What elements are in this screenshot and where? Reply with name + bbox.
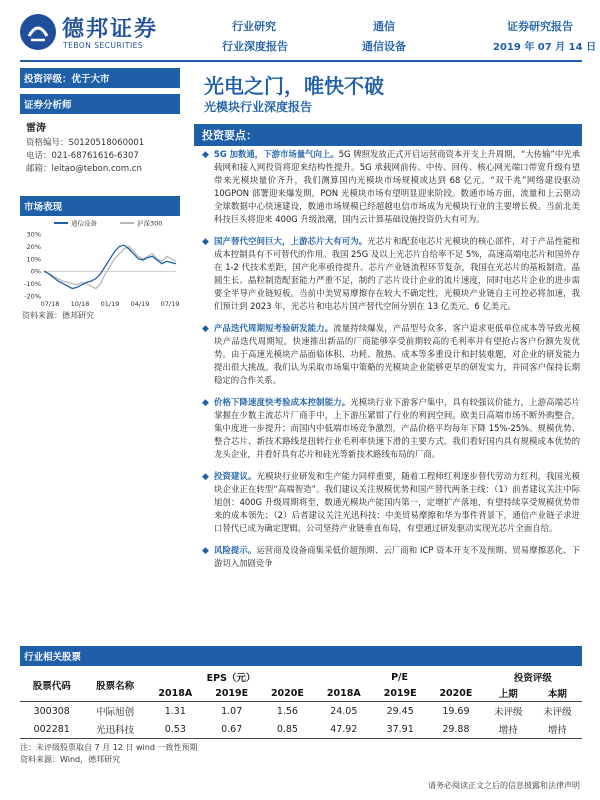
stock-name: 中际旭创 [96,707,135,718]
key-point-lead: 5G 加数通，下游市场量气向上。 [214,149,339,159]
key-points-heading: 投资要点： [194,124,582,146]
key-point [202,470,580,535]
report-type: 行业深度报告 [222,40,288,53]
eps-value: 0.53 [147,720,204,739]
y-tick-label: 20% [26,242,41,251]
key-point [202,148,580,226]
table-notes [20,742,582,766]
market-performance-heading: 市场表现 [20,196,180,216]
key-point-lead: 产品迭代周期短考验研发能力。 [214,323,334,333]
y-tick-label: -20% [24,292,41,301]
x-tick-label: 10/18 [70,300,90,308]
key-point-body: 运营商及设备商集采低价超预期、云厂商和 ICP 资本开支不及预期、贸易摩擦恶化、下游切入加剧竞争 [214,545,580,568]
footer-disclaimer: 请务必阅读正文之后的信息披露和法律声明 [428,781,580,790]
col-header-year: 2018A [315,685,372,702]
stock-name: 光迅科技 [83,720,146,739]
key-point-body: 5G 牌照发放正式开启运营商资本开支上升周期，“大传输”中光承载网和接入网投资将迎来结构性提升。5G 承载网前传、中传、回传、核心网光端口带宽升级有望带来光模块量价齐升，我们测算国内光模块市场规模或达到 68 亿元。“双千兆”网络建设驱动 10GPON 部署迎来爆发期，PON 光模块市场有望明显迎来阶段。数通市场方面，流量和上云驱动全球数据中心快速建设，数通市场规模已经超越电信市场成为光模块行业的主要增长极。当前北美科技巨头将迎来 400G 升级浪潮，国内云计算基础设施投资仍大有可为。 [214,149,581,224]
analyst-heading: 证券分析师 [20,94,180,114]
col-header-eps: EPS（元） [206,673,256,684]
key-point-lead: 投资建议。 [214,471,257,481]
col-header-code: 股票代码 [20,669,83,702]
x-tick-label: 07/19 [160,300,180,308]
curr-rating: 增持 [533,720,582,739]
y-tick-label: 30% [26,230,41,239]
table-row [20,720,582,739]
prev-rating: 未评级 [494,707,523,718]
analyst-info [26,122,144,176]
report-header [0,0,600,62]
col-header-prev-rating: 上期 [484,685,533,702]
report-kind: 证券研究报告 [507,20,573,33]
key-point [202,396,580,461]
y-tick-label: 10% [26,255,41,264]
stock-code: 300308 [33,705,70,717]
report-category: 行业研究 [232,20,276,33]
analyst-cert: 资格编号：S0120518060001 [26,138,145,148]
prev-rating: 增持 [484,720,533,739]
key-point [202,544,580,570]
col-header-year: 2019E [204,685,260,702]
related-stocks-table [20,669,582,739]
key-point-body: 流量持续爆发，产品型号众多，客户追求更低单位成本等导致光模块产品迭代周期短。快速推出新品的厂商能够享受前期较高的毛利率并有望抢占客户份额先发优势。由于高速光模块产品面临体积、功耗、散热、成本等多重设计和封装难题，对企业的研发能力提出很大挑战。我们认为采取市场集中策略的光模块企业能够更早的研发实力，并同客户保持长期稳定的合作关系。 [214,323,581,385]
analyst-email[interactable]: 邮箱：leitao@tebon.com.cn [26,164,142,174]
sub-industry-label: 通信设备 [362,40,406,53]
key-point-lead: 价格下降速度快考验成本控制能力。 [214,397,351,407]
col-header-year: 2019E [372,685,428,702]
report-subtitle: 光模块行业深度报告 [204,100,313,114]
pe-value: 47.92 [315,720,372,739]
logo-text: 德邦证券 [62,16,159,42]
y-tick-label: -10% [24,280,41,289]
x-tick-label: 07/18 [40,300,60,308]
key-point-body: 光模块行业研发和生产能力同样重要，随着工程师红利逐步替代劳动力红利，我国光模块企业正在转型“高端智造”。我们建议关注规模优势和国产替代两条主线：（1）前者建议关注中际旭创：400G 升级周期将至，数通光模块产能国内第一，定增扩产落地，有望持续享受规模优势带来的成本领先；（2）后者建议关注光迅科技：中美贸易摩擦和华为事件背景下，通信产业链子求进口替代已成为确定逻辑，公司坚持产业链垂直布局，有望通过研发驱动实现光芯片全面自给。 [214,471,581,533]
series-line [44,246,176,288]
legend-label: 沪深300 [137,219,163,228]
key-point-lead: 国产替代空间巨大，上游芯片大有可为。 [214,236,368,246]
pe-value: 29.45 [386,705,414,717]
key-points-list [202,148,580,579]
report-title: 光电之门，唯快不破 [204,74,384,98]
table-row [20,702,582,721]
bullet-icon: ◆ [202,398,209,408]
pe-value: 24.05 [330,705,358,717]
key-point [202,322,580,387]
stock-code: 002281 [20,720,83,739]
x-tick-label: 04/19 [130,300,150,308]
key-point-lead: 风险提示。 [214,545,257,555]
chart-source: 资料来源：德邦研究 [22,311,94,320]
eps-value: 0.85 [260,720,316,739]
eps-value: 1.56 [276,705,298,717]
col-header-name: 股票名称 [83,669,146,702]
y-tick-label: 0% [30,267,41,276]
legend-label: 通信设备 [71,219,97,228]
col-header-rating: 投资评级 [513,673,552,684]
tebon-logo-icon [20,14,56,50]
eps-value: 1.31 [164,705,186,717]
logo-english-text: TEBON SECURITIES [63,41,144,50]
x-tick-label: 01/19 [100,300,120,308]
bullet-icon: ◆ [202,150,209,160]
bullet-icon: ◆ [202,237,209,247]
bullet-icon: ◆ [202,546,209,556]
header-divider [20,60,582,62]
eps-value: 1.07 [221,705,243,717]
table-note: 注：未评级股票取自 7 月 12 日 wind 一致性预期 [20,743,198,752]
report-date: 2019 年 07 月 14 日 [493,42,597,53]
related-stocks-heading: 行业相关股票 [20,646,582,666]
col-header-curr-rating: 本期 [533,685,582,702]
investment-rating: 投资评级：优于大市 [20,68,180,88]
curr-rating: 未评级 [543,707,572,718]
bullet-icon: ◆ [202,324,209,334]
pe-value: 29.88 [428,720,484,739]
col-header-pe: P/E [391,671,408,683]
pe-value: 19.69 [442,705,470,717]
market-chart-svg [20,216,180,312]
industry-label: 通信 [373,20,395,33]
analyst-phone: 电话：021-68761616-6307 [26,151,139,161]
key-point-body: 光芯片和配套电芯片光模块的核心部件，对于产品性能和成本控制具有不可替代的作用。我国 25G 及以上光芯片自给率不足 5%，高速高端电芯片和国外存在 1-2 代技术差距，国产化率亟待提升。芯片产业链流程环节复杂，我国在光芯片的基板制造、晶圆生长、晶粒制造配套能力严重不足，制约了芯片设计企业的流片速度，同时电芯片企业的进步需要全半导产业链短板。当前中美贸易摩擦存在较大不确定性，光模块产业链自主可控必将加速，我们预计到 2023 年，光芯片和电芯片国产替代空间分别在 13 亿美元、6 亿美元。 [214,236,581,311]
col-header-year: 2020E [428,685,484,702]
analyst-name: 雷涛 [26,123,46,134]
table-source: 资料来源：Wind，德邦研究 [20,755,121,764]
eps-value: 0.67 [204,720,260,739]
related-stocks-section [20,646,582,766]
col-header-year: 2018A [147,685,204,702]
pe-value: 37.91 [372,720,428,739]
key-point [202,235,580,313]
key-point-body: 光模块行业下游客户集中，具有较强议价能力，上游高端芯片掌握在少数主流芯片厂商手中，上下游压紧钳了行业的利润空间。欧美日高端市场不断外购整合，集中度进一步提升；而国内中低端市场竞争激烈，产品价格平均每年下降 15%-25%。规模优势、整合芯片、新技术路线是扭转行业毛利率快速下滑的主要方式。我们看好国内具有规模成本优势的龙头企业，并看好具有芯片和硅光等新技术路线布局的厂商。 [214,397,581,459]
bullet-icon: ◆ [202,472,209,482]
col-header-year: 2020E [260,685,316,702]
